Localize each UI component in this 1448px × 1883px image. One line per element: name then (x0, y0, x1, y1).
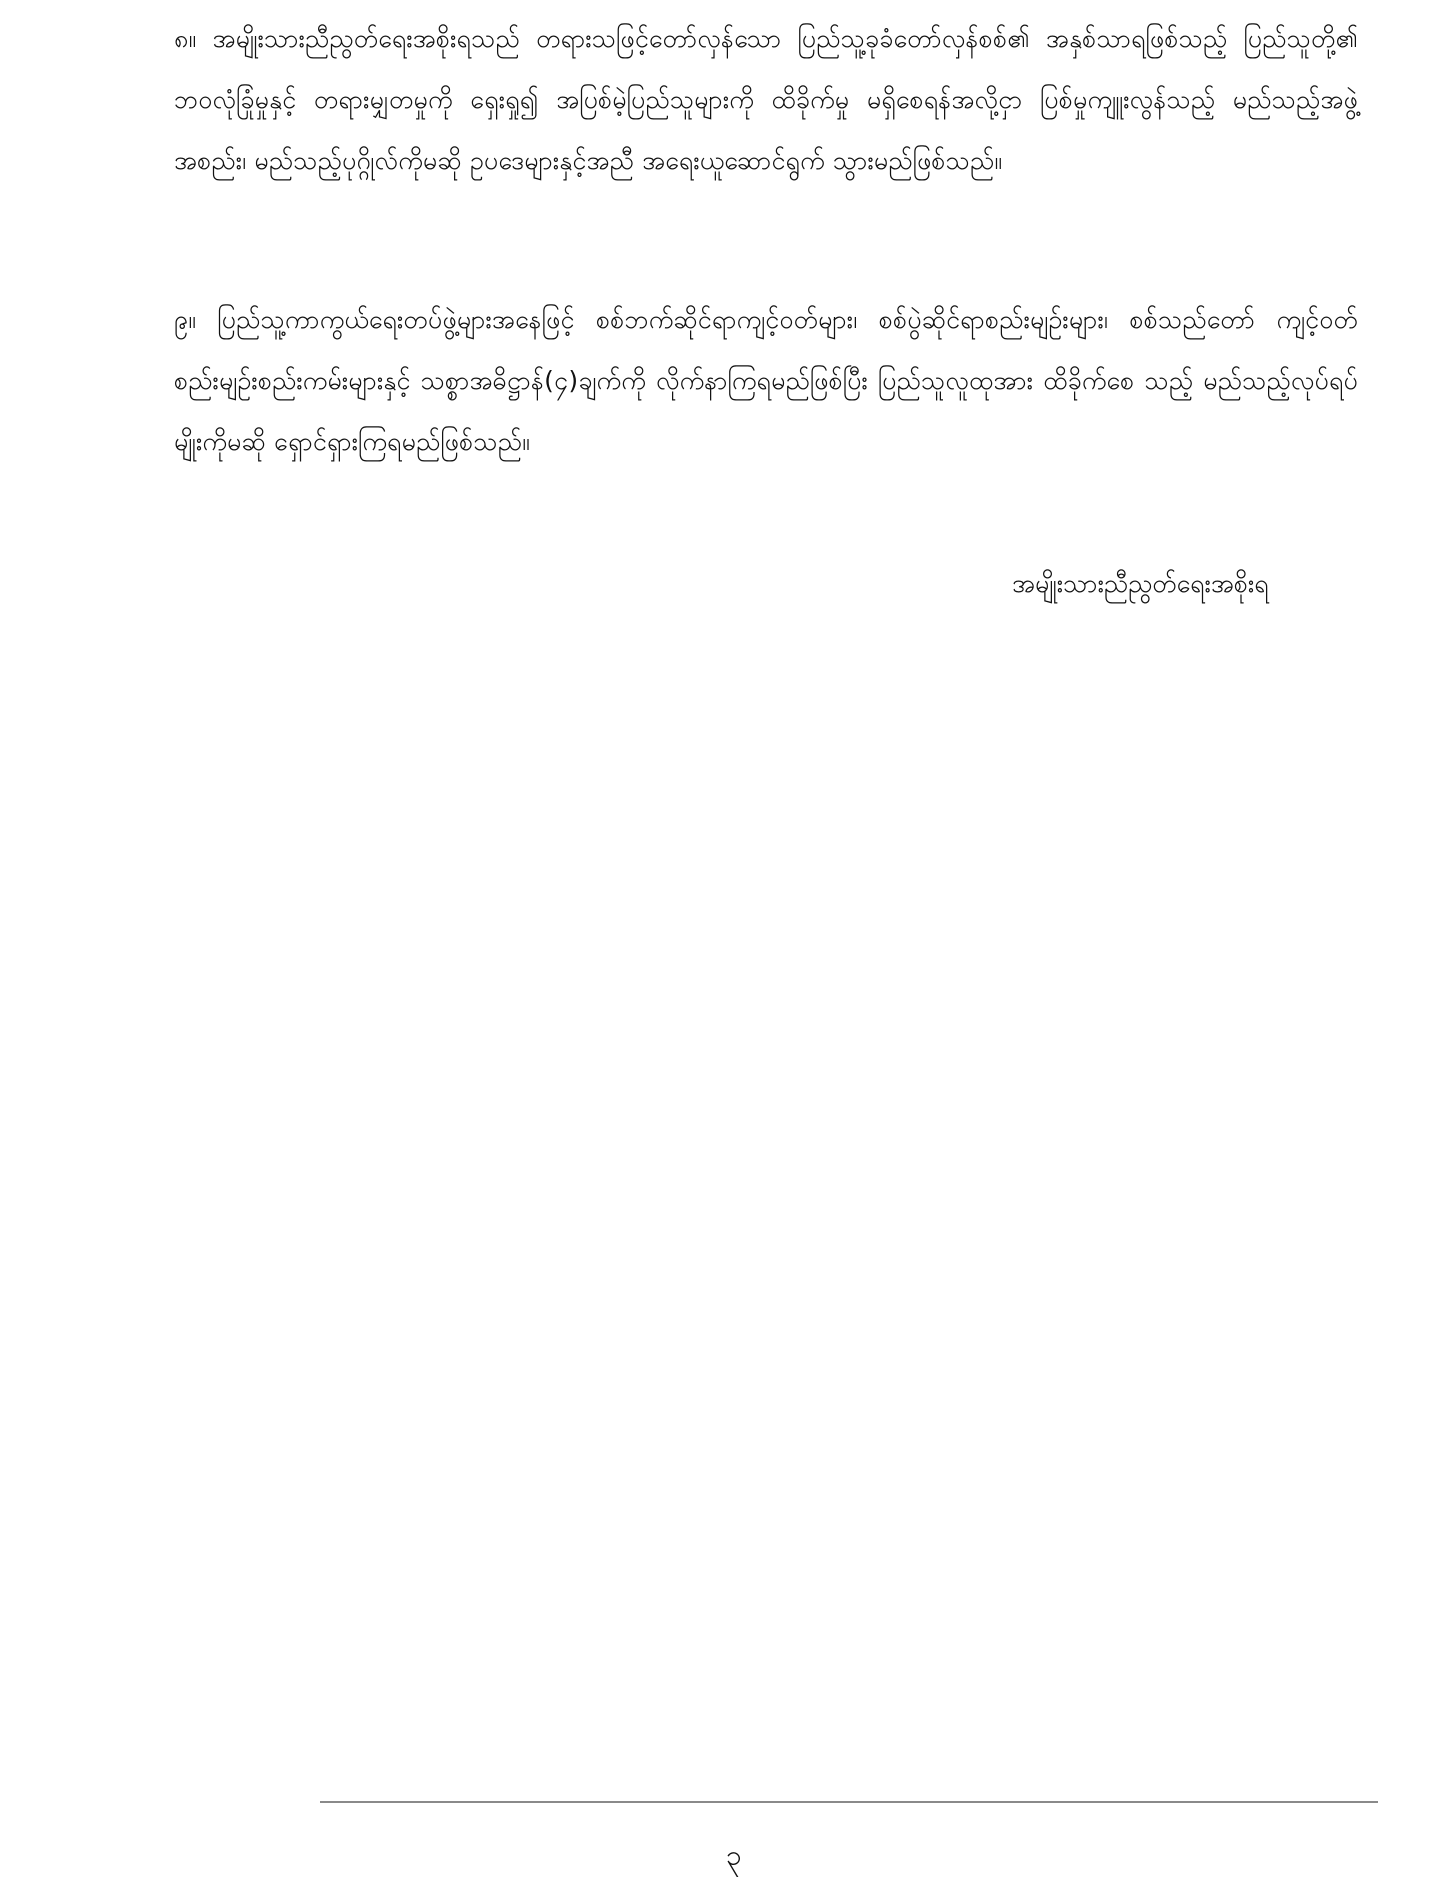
page-number: ၃ (726, 1839, 742, 1872)
footer-divider (320, 1801, 1378, 1803)
signature-line: အမျိုးသားညီညွတ်ရေးအစိုးရ (1012, 569, 1269, 598)
paragraph-8: ၈။ အမျိုးသားညီညွတ်ရေးအစိုးရသည် တရားသဖြင့်တော်လှန်သော ပြည်သူ့ခုခံတော်လှန်စစ်၏ အနှစ်သာရဖြစ်သည့် ပြည်သူတို့၏ ဘဝလုံခြုံမှုနှင့် တရားမျှတမှုကို ရှေးရှု၍ အပြစ်မဲ့ပြည်သူများကို ထိခိုက်မှု မရှိစေရန်အလို့ငှာ ပြစ်မှုကျူးလွန်သည့် မည်သည့်အဖွဲ့အစည်း၊ မည်သည့်ပုဂ္ဂိုလ်ကိုမဆို ဥပဒေများနှင့်အညီ အရေးယူဆောင်ရွက် သွားမည်ဖြစ်သည်။ (174, 24, 1358, 175)
paragraph-9: ၉။ ပြည်သူ့ကာကွယ်ရေးတပ်ဖွဲ့များအနေဖြင့် စစ်ဘက်ဆိုင်ရာကျင့်ဝတ်များ၊ စစ်ပွဲဆိုင်ရာစည်းမျဉ်းများ၊ စစ်သည်တော် ကျင့်ဝတ် စည်းမျဉ်းစည်းကမ်းများနှင့် သစ္စာအဓိဋ္ဌာန်(၄)ချက်ကို လိုက်နာကြရမည်ဖြစ်ပြီး ပြည်သူလူထုအား ထိခိုက်စေ သည့် မည်သည့်လုပ်ရပ်မျိုးကိုမဆို ရှောင်ရှားကြရမည်ဖြစ်သည်။ (174, 305, 1358, 456)
